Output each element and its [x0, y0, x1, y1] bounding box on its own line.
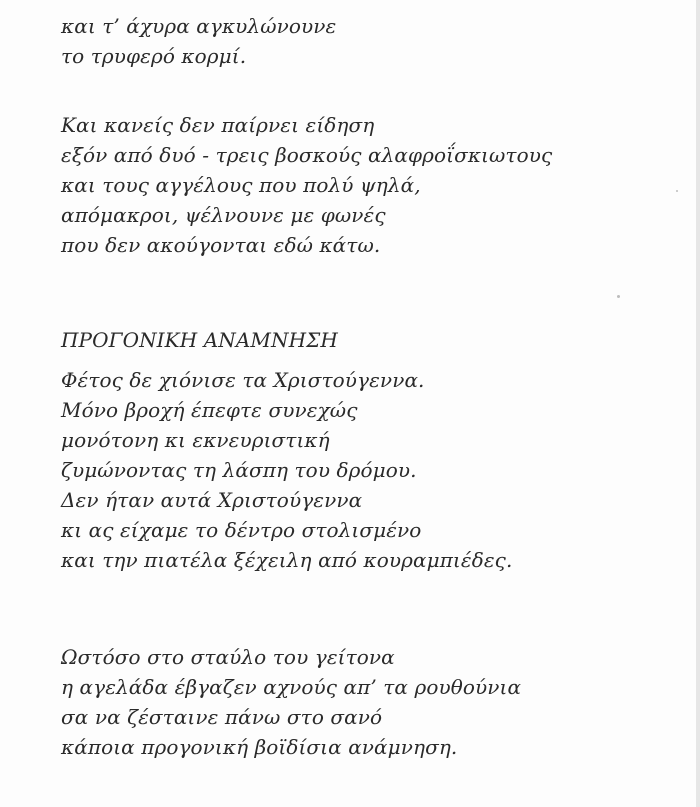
stanza-3 — [61, 365, 512, 575]
verse-line: και την πιατέλα ξέχειλη από κουραμπιέδες. — [61, 548, 513, 572]
verse-line: ζυμώνοντας τη λάσπη του δρόμου. — [61, 458, 417, 482]
verse-line: Μόνο βροχή έπεφτε συνεχώς — [61, 398, 358, 422]
stanza-4 — [61, 642, 521, 762]
verse-line: Και κανείς δεν παίρνει είδηση — [61, 113, 375, 137]
verse-line: κι ας είχαμε το δέντρο στολισμένο — [61, 518, 422, 542]
verse-line: εξόν από δυό - τρεις βοσκούς αλαφροΐσκιωτους — [61, 143, 553, 167]
verse-line: μονότονη κι εκνευριστική — [61, 428, 330, 452]
verse-line: η αγελάδα έβγαζεν αχνούς απ’ τα ρουθούνια — [61, 675, 522, 699]
verse-line: Δεν ήταν αυτά Χριστούγεννα — [61, 488, 363, 512]
verse-line: απόμακροι, ψέλνουνε με φωνές — [61, 203, 386, 227]
scan-speck — [617, 295, 620, 298]
verse-line: και τ’ άχυρα αγκυλώνουνε — [61, 14, 337, 38]
page-edge-shadow — [696, 0, 700, 807]
stanza-1 — [61, 11, 336, 71]
verse-line: που δεν ακούγονται εδώ κάτω. — [61, 233, 381, 257]
verse-line: Ωστόσο στο σταύλο του γείτονα — [61, 645, 395, 669]
verse-line: σα να ζέσταινε πάνω στο σανό — [61, 705, 383, 729]
verse-line: και τους αγγέλους που πολύ ψηλά, — [61, 173, 421, 197]
verse-line: κάποια προγονική βοϊδίσια ανάμνηση. — [61, 735, 458, 759]
verse-line: το τρυφερό κορμί. — [61, 44, 247, 68]
stanza-2 — [61, 110, 552, 260]
poem-title: ΠΡΟΓΟΝΙΚΗ ΑΝΑΜΝΗΣΗ — [61, 328, 338, 352]
scan-speck — [676, 190, 678, 192]
verse-line: Φέτος δε χιόνισε τα Χριστούγεννα. — [61, 368, 425, 392]
